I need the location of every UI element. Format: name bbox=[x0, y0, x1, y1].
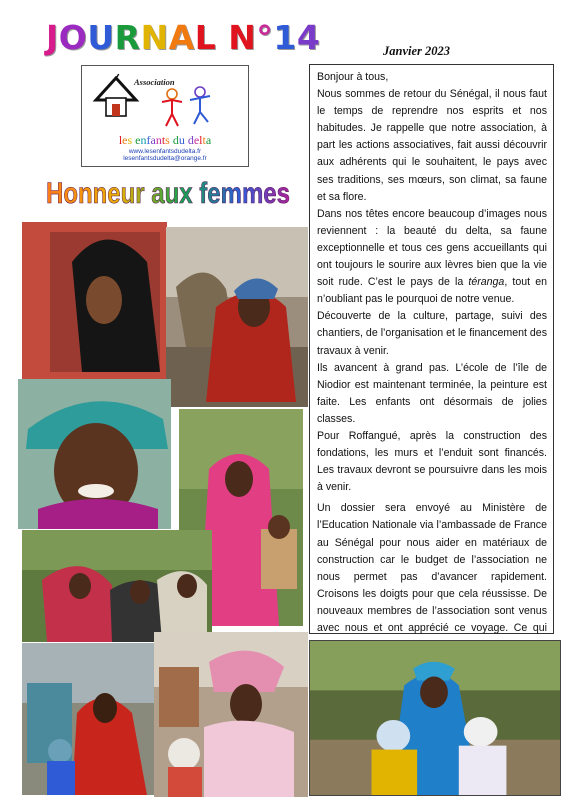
name-letter: e bbox=[122, 133, 128, 147]
photo-woman-with-two-babies bbox=[309, 640, 561, 796]
website-link[interactable]: www.lesenfantsdudelta.fr bbox=[128, 148, 202, 155]
name-letter: n bbox=[155, 133, 162, 147]
association-label: Association bbox=[134, 77, 175, 87]
name-letter: l bbox=[118, 133, 123, 147]
title-letter: O bbox=[58, 18, 88, 57]
title-letter bbox=[216, 18, 228, 57]
photo-smiling-woman-teal-headwrap bbox=[18, 379, 171, 529]
title-letter: N bbox=[140, 18, 169, 57]
name-letter: t bbox=[161, 133, 166, 147]
name-letter: d bbox=[172, 133, 179, 147]
title-letter: 4 bbox=[296, 18, 321, 57]
name-letter: s bbox=[165, 133, 170, 147]
title-letter: 1 bbox=[273, 18, 297, 57]
issue-date: Janvier 2023 bbox=[383, 44, 451, 58]
name-letter: e bbox=[193, 133, 200, 147]
photo-three-women-group bbox=[22, 530, 212, 642]
name-letter: e bbox=[135, 133, 141, 147]
name-letter: d bbox=[187, 133, 194, 147]
association-name bbox=[82, 133, 248, 148]
name-letter: n bbox=[140, 133, 147, 147]
name-letter: l bbox=[199, 133, 203, 147]
photo-elder-blue-headwrap bbox=[166, 227, 308, 407]
paragraph: Dans nos têtes encore beaucoup d’images nous reviennent : la beauté du delta, sa faune exceptionnelle et tous ces gens accueillants qui ont toujours le sourire aux lèvres bien que la vie soit rude. C’est le pays de la téranga, tout en n’oubliant pas le pourquoi de notre venue. bbox=[317, 207, 547, 306]
paragraph: Découverte de la culture, partage, suivi des chantiers, de l’organisation et le financement des travaux à venir. bbox=[317, 310, 547, 357]
paragraph: Pour Roffangué, après la construction des fondations, les murs et l’enduit sont financés. Les travaux devront se poursuivre dans les mois à venir. bbox=[317, 429, 547, 494]
name-letter: f bbox=[146, 133, 151, 147]
article-text bbox=[309, 64, 554, 634]
section-title bbox=[44, 171, 294, 213]
title-letter: N bbox=[228, 18, 257, 57]
email-link[interactable]: lesenfantsdudelta@orange.fr bbox=[123, 155, 207, 162]
paragraph: Nous sommes de retour du Sénégal, il nous faut le temps de reprendre nos esprits et nos habitudes. Je rappelle que notre association, à part les actions associatives, fait aussi découvrir aux adhérents qui le souhaitent, le pays avec ses traditions, ses mœurs, son climat, sa faune et sa flore. bbox=[317, 88, 547, 203]
house-icon bbox=[92, 74, 140, 118]
photo-woman-pink-hat-with-baby bbox=[154, 632, 308, 797]
photo-woman-black-veil bbox=[22, 222, 167, 380]
name-letter: u bbox=[178, 133, 185, 147]
paragraph: Un dossier sera envoyé au Ministère de l’Education Nationale via l’ambassade de France au Sénégal pour nous aider en matériaux de construction car le budget de l’association ne nous permet pas d’avancer rapidement. Croisons les doigts pour que cela réussisse. De nouveaux membres de l’association sont venus avec nous et ont apprécié ce voyage. Ce qui bbox=[317, 502, 547, 634]
name-letter: a bbox=[205, 133, 212, 147]
paragraph: Ils avancent à grand pas. L’école de l’île de Niodior est maintenant terminée, la peinture est faite. Les enfants ont désormais de jolies classes. bbox=[317, 361, 547, 425]
title-letter: L bbox=[194, 18, 217, 57]
greeting: Bonjour à tous, bbox=[317, 71, 389, 83]
association-logo bbox=[81, 65, 249, 167]
svg-text:Honneur aux femmes: Honneur aux femmes bbox=[46, 177, 290, 210]
title-letter: A bbox=[168, 18, 195, 57]
journal-title bbox=[46, 18, 321, 64]
photo-woman-with-child bbox=[22, 643, 155, 795]
title-letter: J bbox=[46, 18, 59, 57]
name-letter: a bbox=[150, 133, 156, 147]
name-letter: t bbox=[202, 133, 206, 147]
children-icon bbox=[154, 84, 218, 130]
title-letter: R bbox=[114, 18, 141, 57]
title-letter: ° bbox=[256, 18, 274, 57]
title-letter: U bbox=[87, 18, 115, 57]
name-letter: s bbox=[127, 133, 133, 147]
